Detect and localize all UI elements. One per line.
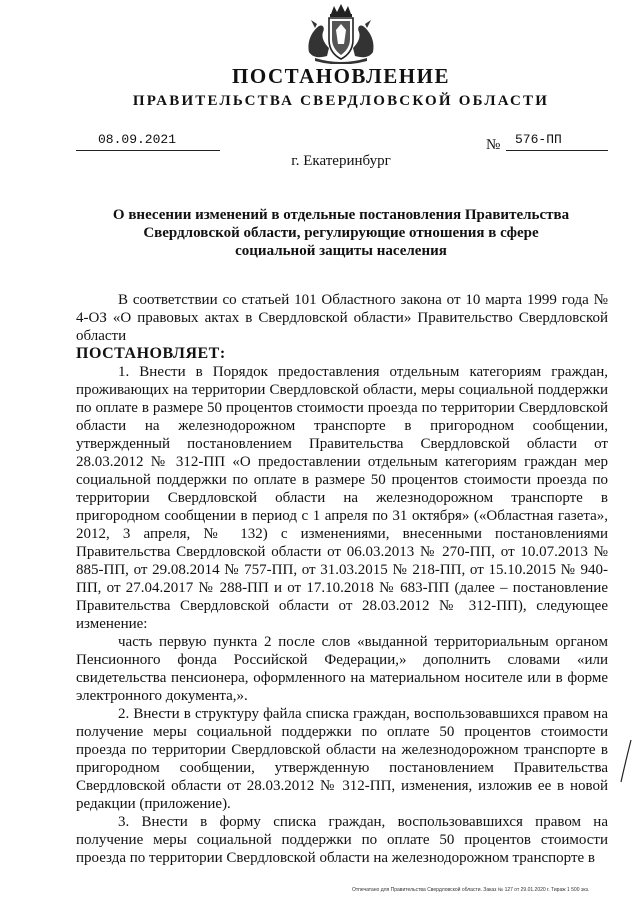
city: г. Екатеринбург: [291, 153, 391, 169]
heading-line-1: О внесении изменений в отдельные постановления Правительства: [112, 207, 570, 223]
date-underline: [76, 150, 220, 151]
paragraph-2: 2. Внести в структуру файла списка граждан, воспользовавшихся правом на получение меры социальной поддержки по оплате 50 процентов стоимости проезда по территории Свердловской области на железнодорожном транспорте в пригородном сообщении, утвержденную постановлением Правительства Свердловской области от 28.03.2012 № 312-ПП, изменения, изложив ее в новой редакции (приложение).: [76, 706, 608, 812]
document-title: ПОСТАНОВЛЕНИЕ: [232, 64, 450, 88]
issuing-authority: ПРАВИТЕЛЬСТВА СВЕРДЛОВСКОЙ ОБЛАСТИ: [132, 93, 550, 109]
document-body: [76, 291, 608, 867]
coat-of-arms-emblem: [301, 4, 381, 64]
number-label: №: [486, 137, 501, 153]
decree-word: ПОСТАНОВЛЯЕТ:: [76, 345, 226, 362]
document-number: 576-ПП: [515, 132, 562, 147]
document-heading: [100, 206, 582, 260]
document-date: 08.09.2021: [98, 132, 177, 147]
heading-line-3: социальной защиты населения: [235, 243, 447, 259]
number-underline: [506, 150, 608, 151]
paragraph-1: 1. Внести в Порядок предоставления отдельным категориям граждан, проживающих на территории Свердловской области, меры социальной поддержки по оплате в размере 50 процентов стоимости проезда по территории Свердловской области на железнодорожном транспорте в пригородном сообщении, утвержденный постановлением Правительства Свердловской области от 28.03.2012 № 312-ПП «О предоставлении отдельным категориям граждан мер социальной поддержки по оплате в размере 50 процентов стоимости проезда по территории Свердловской области на железнодорожном транспорте в пригородном сообщении в период с 1 апреля по 31 октября» («Областная газета», 2012, 3 апреля, № 132) с изменениями, внесенными постановлениями Правительства Свердловской области от 06.03.2013 № 270-ПП, от 10.07.2013 № 885-ПП, от 29.08.2014 № 757-ПП, от 31.03.2015 № 218-ПП, от 15.10.2015 № 940-ПП, от 27.04.2017 № 288-ПП и от 17.10.2018 № 683-ПП (далее – постановление Правительства Свердловской области от 28.03.2012 № 312-ПП), следующее изменение:: [76, 364, 608, 632]
paragraph-3: 3. Внести в форму списка граждан, воспользовавшихся правом на получение меры социальной поддержки по оплате 50 процентов стоимости проезда по территории Свердловской области на железнодорожном транспорте в: [76, 814, 608, 866]
heading-line-2: Свердловской области, регулирующие отношения в сфере: [143, 225, 539, 241]
intro-paragraph: В соответствии со статьей 101 Областного закона от 10 марта 1999 года № 4-ОЗ «О правовых актах в Свердловской области» Правительство Свердловской области: [76, 292, 608, 344]
print-note: Отпечатано для Правительства Свердловской области. Заказ № 127 от 29.01.2020 г. Тираж 1 500 экз.: [352, 887, 590, 893]
margin-pen-mark: [618, 738, 634, 784]
paragraph-1-amendment: часть первую пункта 2 после слов «выданной территориальным органом Пенсионного фонда Российской Федерации,» дополнить словами «или свидетельства пенсионера, оформленного на материальном носителе или в форме электронного документа,».: [76, 634, 608, 704]
